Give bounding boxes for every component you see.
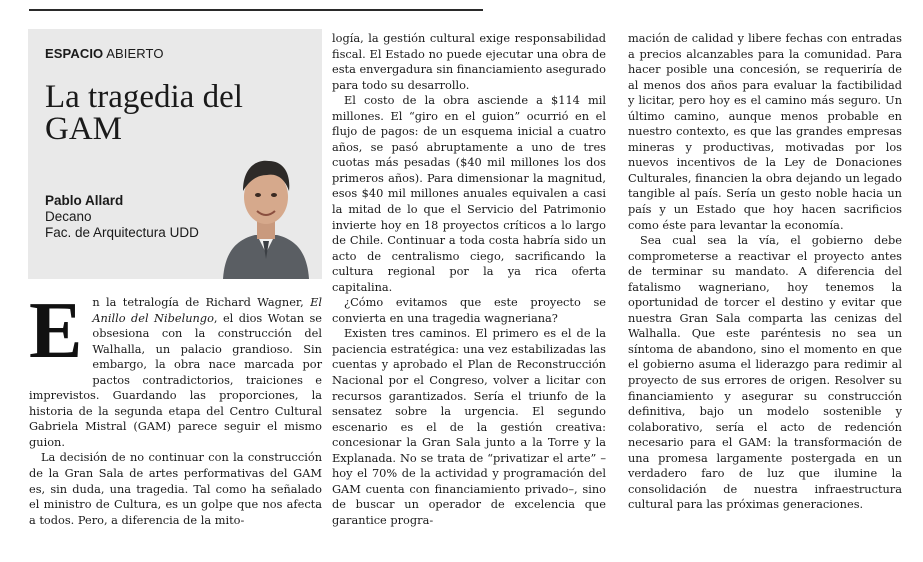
article-title: La tragedia del GAM — [45, 79, 243, 147]
column-2 — [332, 31, 606, 529]
author-portrait — [221, 149, 311, 279]
author-role: Decano — [45, 209, 92, 224]
paragraph: El costo de la obra asciende a $114 mil millones. El “giro en el guion” ocurrió en el flujo de pagos: de un esquema inicial a cuatro años, se pasó abruptamente a uno de tres cuotas más pesadas ($40 mil millones los dos primeros años). Para dimensionar la magnitud, esos $40 mil millones anuales equivalen a casi la mitad de lo que el Servicio del Patrimonio invierte hoy en 18 proyectos críticos a lo largo de Chile. Continuar a toda costa habría sido un acto de centralismo ciego, sacrificando la cultura regional por la ya rica oferta capitalina. — [332, 93, 606, 294]
text-run: , el dios Wotan se obsesiona con la construcción del Walhalla, un palacio grandioso. Sin embargo, la obra nace marcada por pactos contradictorios, traiciones e imprevistos. Guardando las proporciones, la historia de la segunda etapa del Centro Cultural Gabriela Mistral (GAM) parece seguir el mismo guion. — [29, 310, 323, 449]
author-block — [45, 193, 199, 241]
text-run: n la tetralogía de Richard Wagner, — [92, 295, 311, 309]
paragraph: La decisión de no continuar con la construcción de la Gran Sala de artes performativas del GAM es, sin duda, una tragedia. Tal como ha señalado el ministro de Cultura, es un golpe que nos afecta a todos. Pero, a diferencia de la mito- — [29, 450, 322, 527]
column-3 — [628, 31, 902, 513]
paragraph: mación de calidad y libere fechas con entradas a precios alcanzables para la comunidad. Para hacer posible una concesión, se requeriría de al menos dos años para evaluar la factibilidad y licitar, pero hoy es el camino más seguro. Un último camino, aunque menos probable en nuestro contexto, es que las grandes empresas mineras y productivas, motivadas por los nuevos incentivos de la Ley de Donaciones Culturales, financien la obra dejando un legado tangible al país. Sería un gesto noble hacia un país y un Estado que hoy hacen sacrificios como éste para levantar la economía. — [628, 31, 902, 232]
text-italic: El Anillo del Nibelungo — [92, 295, 322, 325]
author-name: Pablo Allard — [45, 193, 124, 208]
kicker-rest: ABIERTO — [103, 46, 164, 61]
paragraph: logía, la gestión cultural exige responsabilidad fiscal. El Estado no puede ejecutar una obra de esta envergadura sin financiamiento asegurado para todo su desarrollo. — [332, 31, 606, 92]
paragraph: ¿Cómo evitamos que este proyecto se convierta en una tragedia wagneriana? — [332, 295, 606, 325]
kicker-bold: ESPACIO — [45, 46, 104, 61]
column-1 — [29, 287, 323, 528]
author-affiliation: Fac. de Arquitectura UDD — [45, 225, 199, 240]
drop-cap: E — [29, 287, 83, 375]
paragraph: Sea cual sea la vía, el gobierno debe comprometerse a reactivar el proyecto antes de terminar su mandato. A diferencia del fatalismo wagneriano, hoy tenemos la oportunidad de torcer el destino y evitar que nuestra Gran Sala comparta las cenizas del Walhalla. Que este paréntesis no sea un síntoma de abandono, sino el momento en que el gobierno asuma el liderazgo para redimir al proyecto de sus errores de origen. Resolver su financiamiento y asegurar su construcción definitiva, bajo un modelo sostenible y colaborativo, sería el acto de redención necesario para el GAM: la transformación de una promesa largamente postergada en un verdadero faro de luz que ilumine la consolidación de nuestra infraestructura cultural para las próximas generaciones. — [628, 233, 902, 512]
section-kicker — [45, 46, 164, 61]
top-rule — [29, 9, 483, 11]
paragraph: Existen tres caminos. El primero es el de la paciencia estratégica: una vez estabilizadas las cuentas y aprobado el Plan de Reconstrucción Nacional por el Congreso, volver a licitar con recursos garantizados. Sería el triunfo de la sensatez sobre la urgencia. El segundo escenario es el de la gestión creativa: concesionar la Gran Sala junto a la Torre y la Explanada. No se trata de “privatizar el arte” –hoy el 70% de la actividad y programación del GAM cuenta con financiamiento privado–, sino de buscar un operador de excelencia que garantice progra- — [332, 326, 606, 527]
header-box — [28, 29, 322, 279]
